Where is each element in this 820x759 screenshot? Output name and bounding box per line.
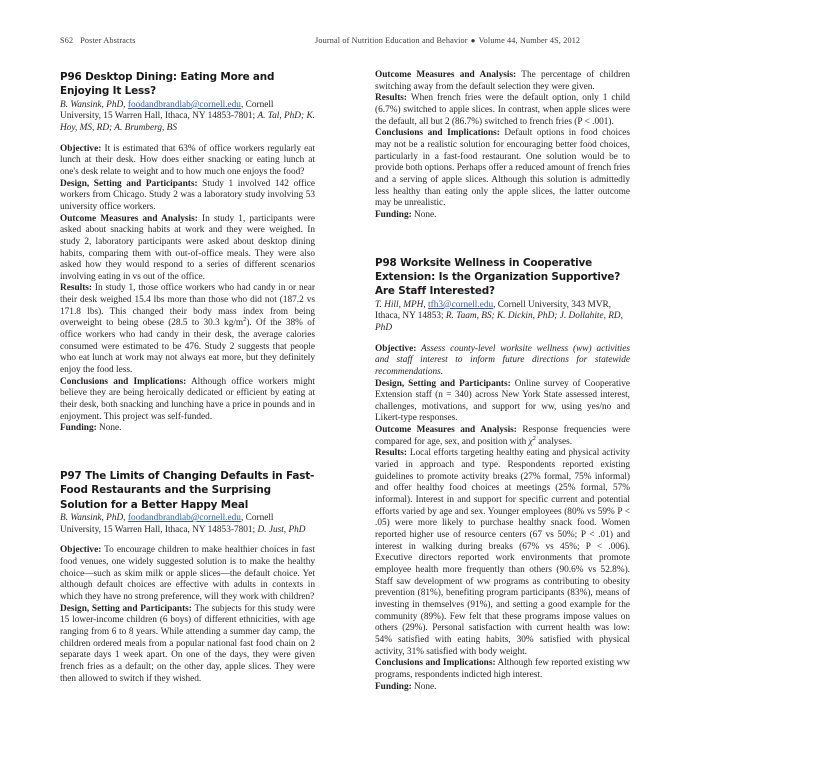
abstract-body [60, 604, 315, 686]
abstract-body [375, 210, 630, 222]
column-right [375, 70, 630, 738]
section-text-design: Study 1 involved 142 office workers from Chicago. Study 2 was a laboratory study involving 53 university office workers. [60, 178, 315, 212]
section-text-objective: Assess county-level worksite wellness (ww) activities and staff interest to inform future directions for statewide recommendations. [375, 343, 630, 377]
section-label-objective: Objective: [60, 143, 102, 154]
abstract-p97-continued [375, 70, 630, 222]
section-label-conclusions: Conclusions and Implications: [375, 128, 500, 139]
section-text-conclusions: Although office workers might believe they are being heroically dedicated or efficient by eating at their desk, both snacking and lunching have a price in pounds and in enjoyment. This project was self-funded. [60, 376, 315, 422]
author-lead: T. Hill, MPH, [375, 299, 426, 310]
abstract-title: P98 Worksite Wellness in Cooperative Extension: Is the Organization Supportive? Are Staff Interested? [375, 256, 621, 298]
author-affiliation: , Cornell University, 15 Warren Hall, Ithaca, NY 14853-7801; [60, 513, 274, 535]
section-label-results: Results: [60, 283, 93, 294]
section-text-outcome: The percentage of children switching away from the default selection they were given. [375, 70, 631, 92]
author-affiliation: , Cornell University, 15 Warren Hall, Ithaca, NY 14853-7801; [60, 99, 274, 122]
abstract-authors [375, 300, 630, 335]
abstract-body [375, 425, 630, 448]
running-head-right [315, 36, 760, 45]
section-label-funding: Funding: [60, 423, 97, 434]
author-email-link[interactable]: tfh3@cornell.edu [428, 299, 494, 310]
author-coauthors: D. Just, PhD [257, 524, 306, 535]
section-text-funding: None. [96, 423, 122, 434]
issue-info: Volume 44, Number 4S, 2012 [478, 36, 581, 45]
author-email-link[interactable]: foodandbrandlab@cornell.edu [127, 99, 241, 110]
abstract-p97 [60, 469, 315, 685]
author-lead: B. Wansink, PhD, [60, 513, 126, 524]
abstract-body [375, 344, 630, 379]
section-label-design: Design, Setting and Participants: [375, 378, 511, 389]
section-label-design: Design, Setting and Participants: [60, 603, 192, 614]
abstract-title: P97 The Limits of Changing Defaults in Fast-Food Restaurants and the Surprising Solution for a Better Happy Meal [60, 470, 315, 511]
bullet-separator-icon: ● [470, 36, 476, 45]
section-label-conclusions: Conclusions and Implications: [60, 376, 187, 387]
author-coauthors: R. Taam, BS; K. Dickin, PhD; J. Dollahite, RD, PhD [375, 311, 623, 333]
abstract-body [60, 377, 315, 424]
section-text-results: Local efforts targeting healthy eating and physical activity varied in approach and type. Respondents reported existing guidelines to promote activity breaks (27% formal, 75% informal) and offer healthy food choices at meetings (25% formal, 57% informal). Interest in and support for specific current and potential efforts varied by age and sex. Younger employees (80% vs 59% P < .05) were more likely to purchase healthy snack food. Women reported higher use of resource centers (67 vs 50%; P < .01) and interest in walking during breaks (67% vs 45%; P < .006). Executive directors reported work environments that promote employee health more frequently than others (90.6% vs 52.8%). Staff saw development of ww programs as contributing to obesity prevention (81%), benefiting program participants (83%), means of investing in themselves (91%), and setting a good example for the community (89%). Few felt that these programs impose values on others (29%). Personal satisfaction with current health was low: 54% satisfied with eating habits, 30% satisfied with physical activity, 31% satisfied with body weight. [375, 448, 630, 657]
section-label-objective: Objective: [375, 343, 417, 354]
abstract-authors [60, 100, 315, 135]
abstract-body [60, 545, 315, 603]
author-coauthors: A. Tal, PhD; K. Hoy, MS, RD; A. Brumberg, BS [60, 111, 315, 133]
abstract-body [375, 379, 630, 426]
author-email-link[interactable]: foodandbrandlab@cornell.edu [127, 513, 241, 524]
section-text-results: When french fries were the default option, only 1 child (6.7%) switched to apple slices. In contrast, when apple slices were the default, all but 2 (86.7%) switched to french fries (P < .001). [375, 93, 630, 127]
section-text-objective: It is estimated that 63% of office workers regularly eat lunch at their desk. How does either snacking or eating lunch at one's desk relate to weight and to how much one enjoys the food? [60, 143, 315, 177]
section-text-design: Online survey of Cooperative Extension staff (n = 340) across New York State assessed interest, challenges, motivations, and support for ww, using yes/no and Likert-type responses. [375, 378, 630, 424]
section-label-objective: Objective: [60, 545, 102, 556]
section-label-results: Results: [375, 93, 408, 104]
section-text-design: The subjects for this study were 15 lower-income children (6 boys) of different ethnicities, with age ranging from 6 to 8 years. While attending a summer day camp, the children ordered meals from a popular national fast food chain on 2 separate days 1 week apart. On one of the days, they were given french fries as a default; on the other day, apple slices. They were then allowed to switch if they wished. [60, 603, 315, 684]
section-text-results: In study 1, those office workers who had candy in or near their desk weighed 15.4 lbs more than those who did not (187.2 vs 171.8 lbs). This changed their body mass index from being overweight to being obese (28.5 to 30.3 $kg/m^2$). Of the 38% of office workers who had candy in their desk, the average calories consumed were estimated to be 476. Study 2 suggests that people who eat lunch at work may not always eat more, but they definitely enjoy the food less. [60, 283, 315, 376]
journal-name: Journal of Nutrition Education and Behavior [315, 36, 468, 45]
abstract-body [375, 128, 630, 210]
running-head-section: Poster Abstracts [80, 36, 136, 45]
section-text-funding: None. [411, 681, 437, 692]
abstract-title: P96 Desktop Dining: Eating More and Enjoying It Less? [60, 71, 275, 98]
section-text-funding: None. [411, 209, 437, 220]
abstract-body [60, 283, 315, 376]
column-left [60, 70, 315, 738]
abstract-body [375, 682, 630, 694]
section-label-outcome: Outcome Measures and Analysis: [60, 213, 198, 224]
abstract-body [60, 144, 315, 179]
section-text-outcome: Response frequencies were compared for age, sex, and position with $\chi^2$ analyses. [375, 425, 631, 447]
section-label-funding: Funding: [375, 681, 412, 692]
abstract-p98 [375, 256, 630, 694]
section-text-outcome: In study 1, participants were asked about snacking habits at work and they were weighed. In study 2, laboratory participants were asked about desktop dining habits, comparing them with out-of-office meals. They were also asked how they would respond to a series of different scenarios involving eating in vs out of the office. [60, 213, 316, 282]
author-lead: B. Wansink, PhD, [60, 99, 126, 110]
two-column-body [60, 70, 760, 738]
section-label-outcome: Outcome Measures and Analysis: [375, 425, 517, 436]
section-label-funding: Funding: [375, 209, 412, 220]
abstract-authors [60, 513, 315, 536]
section-label-conclusions: Conclusions and Implications: [375, 658, 496, 669]
running-head [60, 36, 760, 48]
section-label-outcome: Outcome Measures and Analysis: [375, 70, 517, 80]
section-text-conclusions: Default options in food choices may not be a realistic solution for encouraging better food choices, particularly in a fast-food restaurant. One solution would be to provide both options. Perhaps offer a reduced amount of french fries and a serving of apple slices. Although this solution is admittedly less healthy than eating only the apple slices, the latter outcome may be unrealistic. [375, 128, 631, 209]
abstract-body [375, 93, 630, 128]
abstract-body [375, 448, 630, 658]
abstract-body [60, 214, 315, 284]
section-label-design: Design, Setting and Participants: [60, 178, 198, 189]
abstract-body [60, 179, 315, 214]
section-label-results: Results: [375, 448, 408, 459]
abstract-body [60, 423, 315, 435]
abstract-body [375, 70, 630, 93]
section-text-conclusions: Although few reported existing ww programs, respondents indicted high interest. [375, 658, 631, 680]
section-text-objective: To encourage children to make healthier choices in fast food venues, one widely suggested solution is to make the healthy choice—such as skim milk or apple slices—the default choice. Yet although default choices are effective with adults in contexts in which they have no strong preference, will they work with children? [60, 545, 315, 603]
abstract-p96 [60, 70, 315, 435]
author-affiliation: , Cornell University, 343 MVR, Ithaca, NY 14853; [375, 299, 612, 322]
abstract-body [375, 658, 630, 681]
page-folio: S62 [60, 36, 74, 45]
running-head-left [60, 36, 315, 45]
